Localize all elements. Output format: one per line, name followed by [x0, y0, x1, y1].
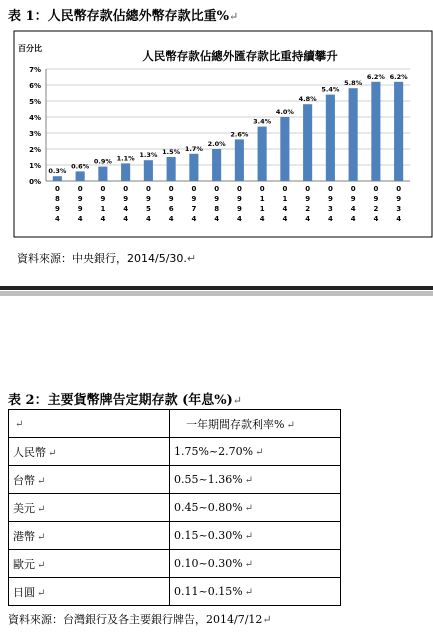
- rate-cell: 0.45~0.80% ↵: [170, 494, 341, 522]
- x-tick-label: 0 1 1 4: [259, 185, 265, 223]
- bar-data-label: 1.7%: [184, 144, 203, 153]
- bar-data-label: 1.3%: [139, 151, 158, 160]
- x-tick-label: 0 9 6 4: [168, 185, 174, 223]
- currency-cell: 港幣 ↵: [9, 522, 170, 550]
- paragraph-mark: ↵: [232, 394, 242, 407]
- table2-caption-text: 表 2：主要貨幣牌告定期存款 (年息%): [8, 393, 233, 408]
- y-tick-label: 0%: [29, 178, 41, 186]
- currency-cell: 人民幣 ↵: [9, 438, 170, 466]
- bar: [121, 163, 130, 181]
- y-tick-label: 3%: [29, 130, 41, 138]
- table-header-row: [9, 410, 341, 438]
- x-tick-label: 0 1 4 4: [282, 185, 288, 223]
- interest-rate-table: [8, 409, 341, 606]
- rate-cell: 0.55~1.36% ↵: [170, 466, 341, 494]
- bar: [280, 117, 289, 181]
- x-tick-label: 0 9 4 4: [123, 185, 129, 223]
- bar-data-label: 0.3%: [48, 167, 67, 176]
- bar: [98, 167, 107, 181]
- x-tick-label: 0 9 8 4: [214, 185, 220, 223]
- table-row: [9, 466, 341, 494]
- table-header-cell: 一年期間存款利率% ↵: [170, 410, 341, 438]
- table1-caption: [8, 5, 238, 24]
- bar: [371, 82, 380, 181]
- x-tick-label: 0 9 5 4: [145, 185, 151, 223]
- bar-data-label: 6.2%: [366, 72, 385, 81]
- currency-cell: 歐元 ↵: [9, 550, 170, 578]
- deposit-share-chart: [0, 30, 433, 238]
- x-tick-label: 0 9 9 4: [236, 185, 242, 223]
- x-tick-label: 0 9 7 4: [191, 185, 197, 223]
- y-tick-label: 7%: [29, 66, 41, 74]
- bar-data-label: 6.2%: [389, 72, 408, 81]
- bar-data-label: 0.9%: [93, 157, 112, 166]
- bar-data-label: 4.0%: [275, 108, 294, 116]
- table-row: [9, 578, 341, 606]
- y-tick-label: 6%: [29, 82, 41, 90]
- bar: [326, 95, 335, 181]
- bar-data-label: 5.4%: [321, 85, 340, 94]
- table2-caption: [8, 389, 242, 408]
- chart-title: 人民幣存款佔總外匯存款比重持續攀升: [142, 49, 338, 63]
- bar: [349, 88, 358, 181]
- paragraph-mark: ↵: [186, 252, 197, 265]
- currency-cell: 日圓 ↵: [9, 578, 170, 606]
- bar-data-label: 2.6%: [230, 130, 249, 139]
- rate-cell: 1.75%~2.70% ↵: [170, 438, 341, 466]
- bar: [189, 154, 198, 181]
- bar: [258, 127, 267, 181]
- bar-data-label: 0.6%: [71, 162, 90, 171]
- section-divider-shadow: [0, 291, 433, 296]
- bar: [144, 160, 153, 181]
- y-tick-label: 1%: [29, 162, 41, 170]
- bar: [394, 82, 403, 181]
- paragraph-mark: ↵: [262, 613, 272, 626]
- table1-caption-text: 表 1：人民幣存款佔總外幣存款比重%: [8, 9, 229, 24]
- y-tick-label: 5%: [29, 98, 41, 106]
- table-header-cell: ↵: [9, 410, 170, 438]
- table2-source: [8, 611, 272, 627]
- chart-y-axis-label: 百分比: [18, 44, 42, 53]
- bar-data-label: 4.8%: [298, 95, 317, 104]
- x-tick-label: 0 9 1 4: [100, 185, 106, 223]
- rate-cell: 0.11~0.15% ↵: [170, 578, 341, 606]
- bar-data-label: 1.1%: [116, 154, 135, 163]
- x-tick-label: 0 9 2 4: [373, 185, 379, 223]
- bar: [167, 157, 176, 181]
- section-divider: [0, 286, 433, 290]
- x-tick-label: 0 9 4 4: [350, 185, 356, 223]
- currency-cell: 美元 ↵: [9, 494, 170, 522]
- rate-cell: 0.15~0.30% ↵: [170, 522, 341, 550]
- paragraph-mark: ↵: [228, 10, 239, 23]
- table-row: [9, 494, 341, 522]
- bar: [212, 149, 221, 181]
- rate-cell: 0.10~0.30% ↵: [170, 550, 341, 578]
- bar-data-label: 5.8%: [344, 79, 363, 88]
- bar: [235, 139, 244, 181]
- bar: [303, 104, 312, 181]
- x-tick-label: 0 9 3 4: [396, 185, 402, 223]
- bar: [76, 171, 85, 181]
- table-row: [9, 522, 341, 550]
- table-row: [9, 438, 341, 466]
- y-tick-label: 4%: [29, 114, 41, 122]
- bar-data-label: 1.5%: [162, 148, 181, 156]
- table-row: [9, 550, 341, 578]
- x-tick-label: 0 9 2 4: [305, 185, 311, 223]
- x-tick-label: 0 9 9 4: [77, 185, 83, 223]
- table1-source-text: 資料來源：中央銀行，2014/5/30.: [17, 252, 187, 265]
- table1-source: [17, 250, 196, 266]
- bar-data-label: 3.4%: [253, 117, 272, 126]
- y-tick-label: 2%: [29, 146, 41, 154]
- table2-source-text: 資料來源：台灣銀行及各主要銀行牌告，2014/7/12: [8, 613, 263, 626]
- bar-data-label: 2.0%: [207, 140, 226, 148]
- bar: [53, 176, 62, 181]
- x-tick-label: 0 8 9 4: [54, 185, 60, 223]
- currency-cell: 台幣 ↵: [9, 466, 170, 494]
- x-tick-label: 0 9 3 4: [327, 185, 333, 223]
